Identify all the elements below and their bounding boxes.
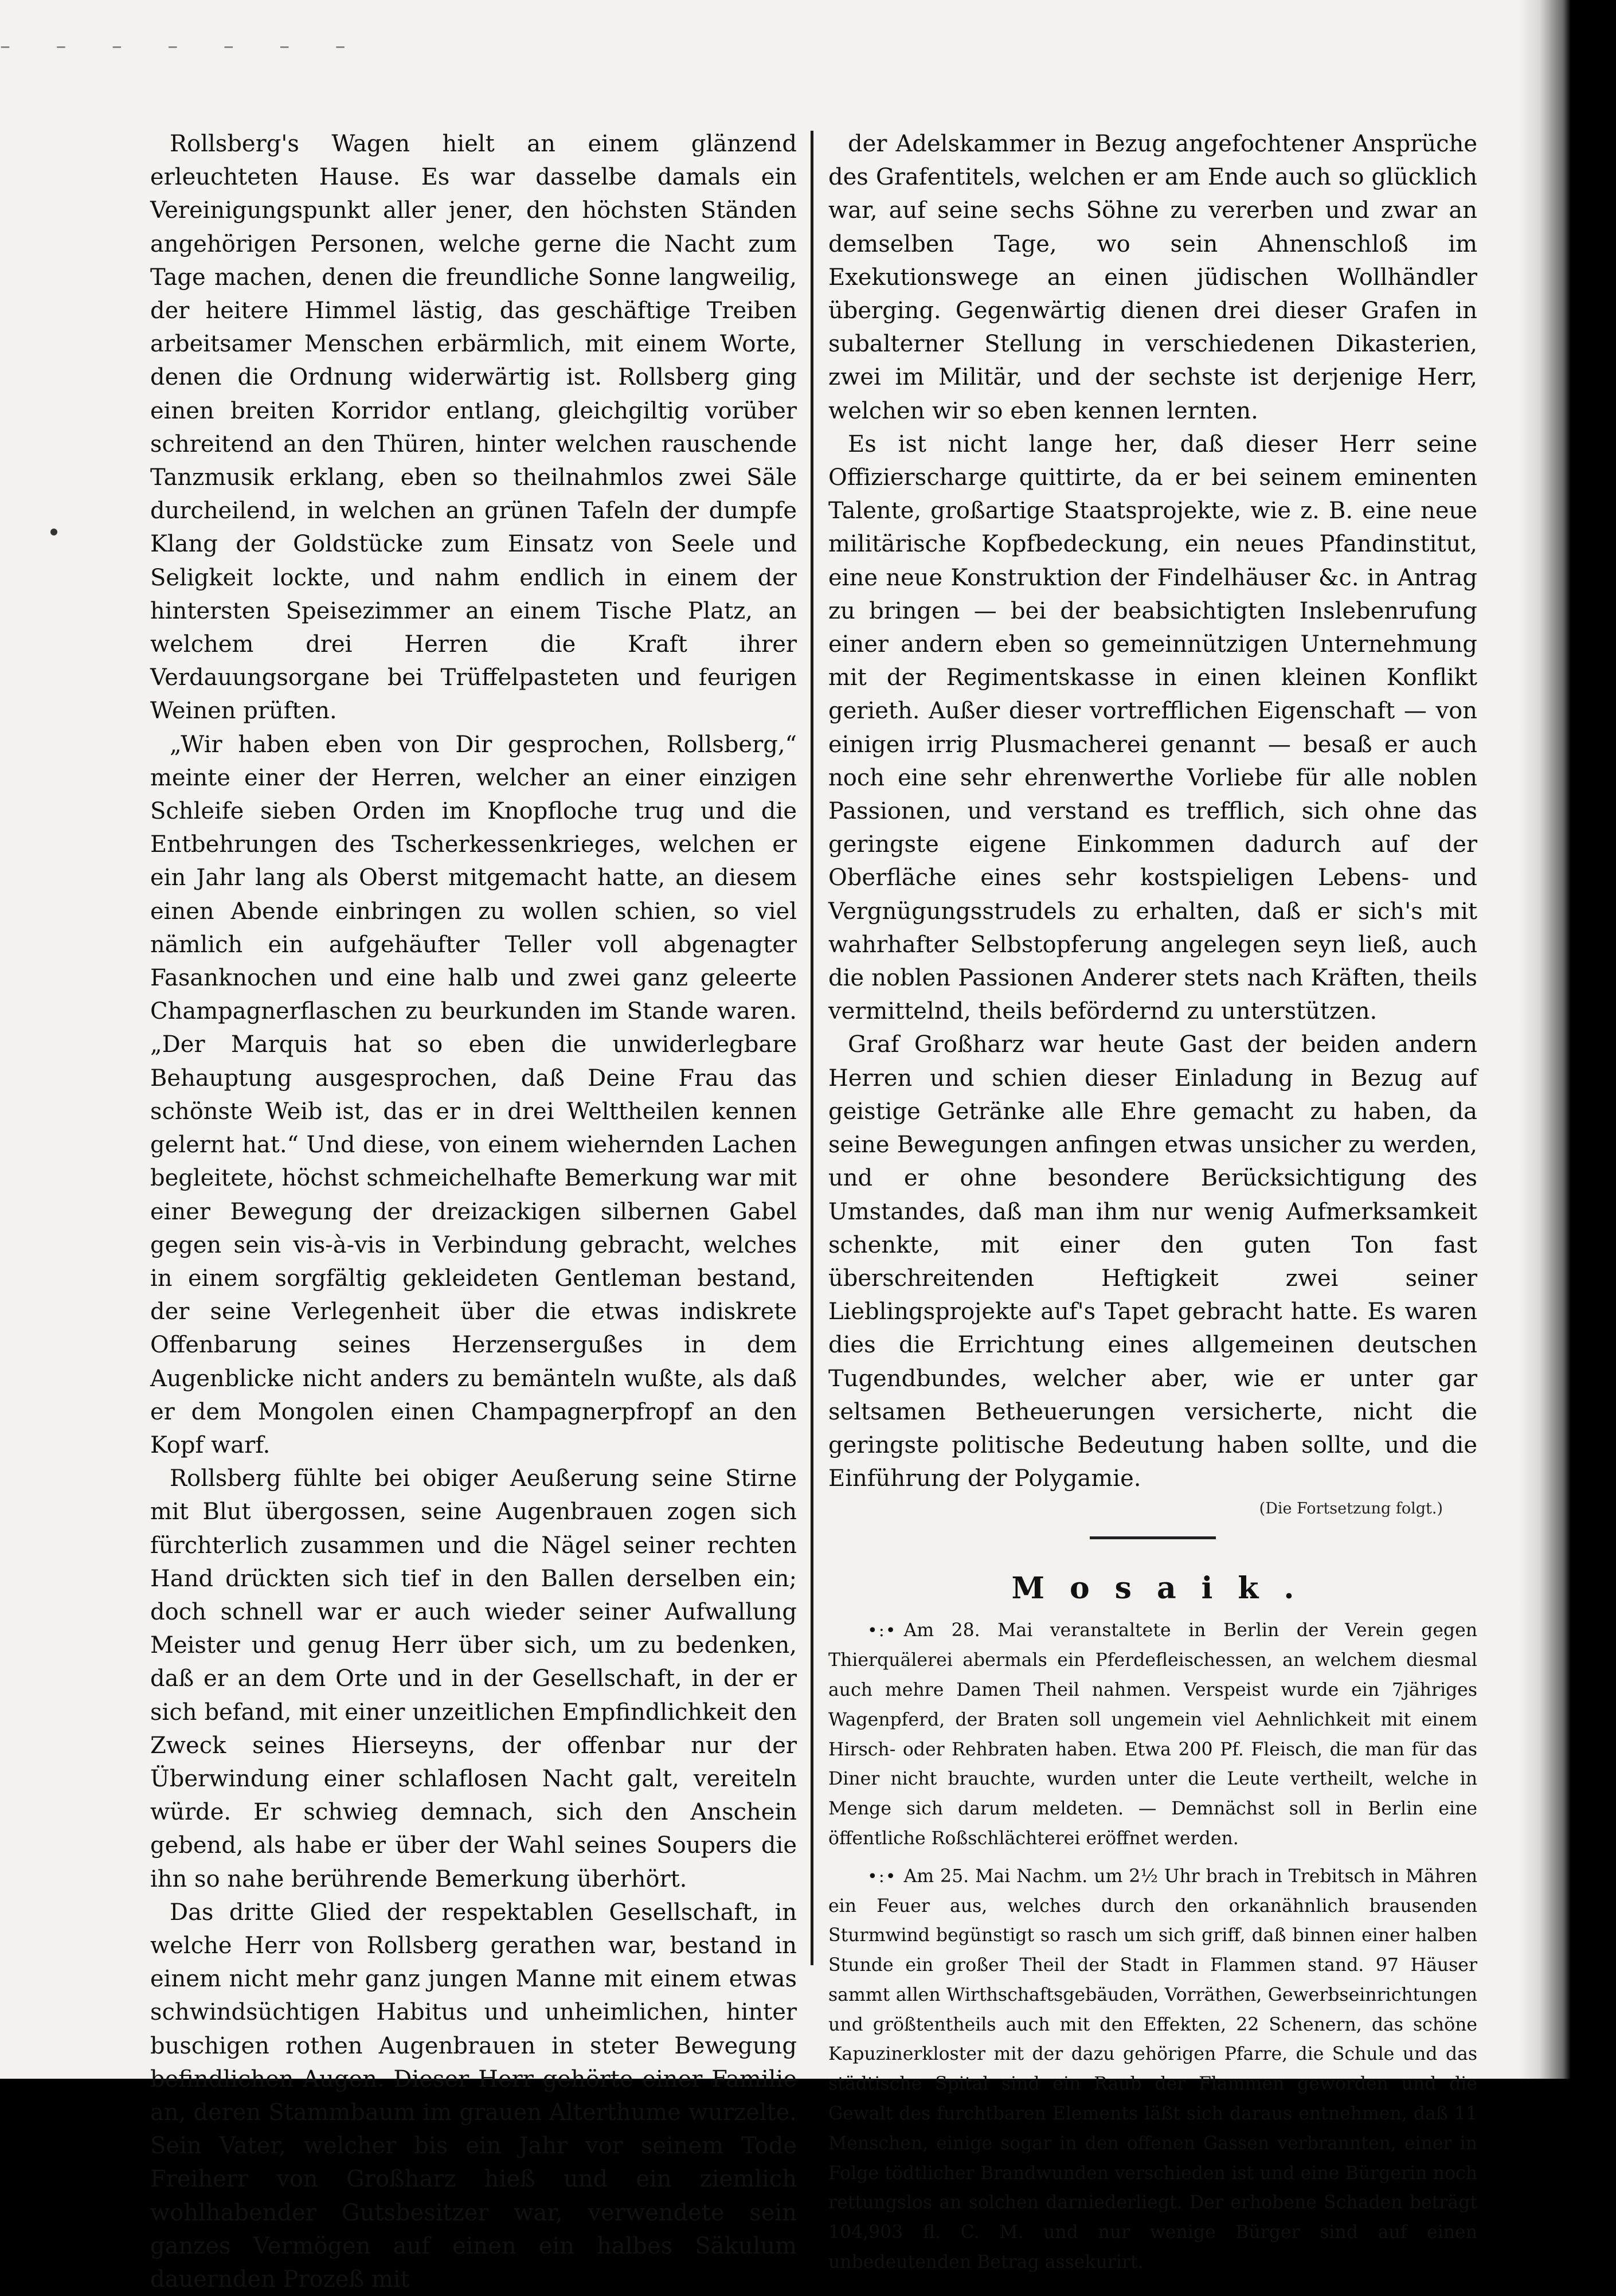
section-heading-mosaik: Mosaik.: [1011, 1571, 1320, 1606]
paragraph: Rollsberg's Wagen hielt an einem glänzend erleuchteten Hause. Es war dasselbe damals ein Vereinigungspunkt aller jener, den höchsten Ständen angehörigen Personen, welche gerne die Nacht zum Tage machen, denen die freundliche Sonne langweilig, der heitere Himmel lästig, das geschäftige Treiben arbeitsamer Menschen erbärmlich, mit einem Worte, denen die Ordnung widerwärtig ist. Rollsberg ging einen breiten Korridor entlang, gleichgiltig vorüber schreitend an den Thüren, hinter welchen rauschende Tanzmusik erklang, eben so theilnahmlos zwei Säle durcheilend, in welchen an grünen Tafeln der dumpfe Klang der Goldstücke zum Einsatz von Seele und Seligkeit lockte, und nahm endlich in einem der hintersten Speisezimmer an einem Tische Platz, an welchem drei Herren die Kraft ihrer Verdauungsorgane bei Trüffelpasteten und feurigen Weinen prüften.: [150, 131, 797, 725]
left-column: [150, 127, 797, 2296]
paragraph: der Adelskammer in Bezug angefochtener Ansprüche des Grafentitels, welchen er am Ende auch so glücklich war, auf seine sechs Söhne zu vererben und zwar an demselben Tage, wo sein Ahnenschloß im Exekutionswege an einen jüdischen Wollhändler überging. Gegenwärtig dienen drei dieser Grafen in subalterner Stellung in verschiedenen Dikasterien, zwei im Militär, und der sechste ist derjenige Herr, welchen wir so eben kennen lernten.: [828, 131, 1477, 424]
margin-dot: [50, 529, 57, 535]
paragraph: Es ist nicht lange her, daß dieser Herr seine Offizierscharge quittirte, da er bei seinem eminenten Talente, großartige Staatsprojekte, wie z. B. eine neue militärische Kopfbedeckung, ein neues Pfandinstitut, eine neue Konstruktion der Findelhäuser &c. in Antrag zu bringen — bei der beabsichtigten Inslebenrufung einer andern eben so gemeinnützigen Unternehmung mit der Regimentskasse in einen kleinen Konflikt gerieth. Außer dieser vortrefflichen Eigenschaft — von einigen irrig Plusmacherei genannt — besaß er auch noch eine sehr ehrenwerthe Vorliebe für alle noblen Passionen, und verstand es trefflich, sich ohne das geringste eigene Einkommen dadurch auf der Oberfläche eines sehr kostspieligen Lebens- und Vergnügungsstrudels zu erhalten, daß er sich's mit wahrhafter Selbstopferung angelegen seyn ließ, auch die noblen Passionen Anderer stets nach Kräften, theils vermittelnd, theils befördernd zu unterstützen.: [828, 431, 1477, 1025]
paragraph: Graf Großharz war heute Gast der beiden andern Herren und schien dieser Einladung in Bezug auf geistige Getränke alle Ehre gemacht zu haben, da seine Bewegungen anfingen etwas unsicher zu werden, und er ohne besondere Berücksichtigung des Umstandes, daß man ihm nur wenig Aufmerksamkeit schenkte, mit einer den guten Ton fast überschreitenden Heftigkeit zwei seiner Lieblingsprojekte auf's Tapet gebracht hatte. Es waren dies die Errichtung eines allgemeinen deutschen Tugendbundes, welcher aber, wie er unter gar seltsamen Betheuerungen versicherte, nicht die geringste politische Bedeutung haben sollte, und die Einführung der Polygamie.: [828, 1031, 1477, 1492]
column-divider: [811, 131, 813, 1965]
paragraph: „Wir haben eben von Dir gesprochen, Rollsberg,“ meinte einer der Herren, welcher an einer einzigen Schleife sieben Orden im Knopfloche trug und die Entbehrungen des Tscherkessenkrieges, welchen er ein Jahr lang als Oberst mitgemacht hatte, an diesem einen Abende einbringen zu wollen schien, so viel nämlich ein aufgehäufter Teller voll abgenagter Fasanknochen und eine halb und zwei ganz geleerte Champagnerflaschen zu beurkunden im Stande waren. „Der Marquis hat so eben die unwiderlegbare Behauptung ausgesprochen, daß Deine Frau das schönste Weib ist, das er in drei Welttheilen kennen gelernt hat.“ Und diese, von einem wiehernden Lachen begleitete, höchst schmeichelhafte Bemerkung war mit einer Bewegung der dreizackigen silbernen Gabel gegen sein vis-à-vis in Verbindung gebracht, welches in einem sorgfältig gekleideten Gentleman bestand, der seine Verlegenheit über die etwas indiskrete Offenbarung seines Herzensergußes in dem Augenblicke nicht anders zu bemänteln wußte, als daß er dem Mongolen einen Champagnerpfropf an den Kopf warf.: [150, 731, 797, 1458]
continuation-note: (Die Fortsetzung folgt.): [1259, 1500, 1443, 1518]
right-column: [828, 127, 1477, 2278]
paragraph: Rollsberg fühlte bei obiger Aeußerung seine Stirne mit Blut übergossen, seine Augenbrauen zogen sich fürchterlich zusammen und die Nägel seiner rechten Hand drückten sich tief in den Ballen derselben ein; doch schnell war er auch wieder seiner Aufwallung Meister und genug Herr über sich, um zu bedenken, daß er an dem Orte und in der Gesellschaft, in der er sich befand, mit einer unzeitlichen Empfindlichkeit den Zweck seines Hierseyns, der offenbar nur der Überwindung einer schlaflosen Nacht galt, vereiteln würde. Er schwieg demnach, sich den Anschein gebend, als habe er über der Wahl seines Soupers die ihn so nahe berührende Bemerkung überhört.: [150, 1465, 797, 1892]
mosaic-section: [828, 1616, 1477, 2278]
news-item-text: Am 28. Mai veranstaltete in Berlin der Verein gegen Thierquälerei abermals ein Pferdefleischessen, an welchem diesmal auch mehre Damen Theil nahmen. Verspeist wurde ein 7jähriges Wagenpferd, der Braten soll ungemein viel Aehnlichkeit mit einem Hirsch- oder Rehbraten haben. Etwa 200 Pf. Fleisch, die man für das Diner nicht brauchte, wurden unter die Leute vertheilt, welche in Menge sich darum meldeten. — Demnächst soll in Berlin eine öffentliche Roßschlächterei eröffnet werden.: [828, 1620, 1477, 1849]
ornament-icon: •:•: [867, 1866, 897, 1887]
section-divider: [1090, 1536, 1216, 1539]
paragraph: Das dritte Glied der respektablen Gesellschaft, in welche Herr von Rollsberg gerathen war, bestand in einem nicht mehr ganz jungen Manne mit einem etwas schwindsüchtigen Habitus und unheimlichen, hinter buschigen rothen Augenbrauen in steter Bewegung befindlichen Augen. Dieser Herr gehörte einer Familie an, deren Stammbaum im grauen Alterthume wurzelte. Sein Vater, welcher bis ein Jahr vor seinem Tode Freiherr von Großharz hieß und ein ziemlich wohlhabender Gutsbesitzer war, verwendete sein ganzes Vermögen auf einen ein halbes Säkulum dauernden Prozeß mit: [150, 1899, 797, 2293]
edge-marks: – – – – – – –: [0, 34, 365, 58]
page-edge-shadow: [1519, 0, 1571, 2079]
news-item: [828, 1862, 1477, 2278]
news-item-text: Am 25. Mai Nachm. um 2½ Uhr brach in Trebitsch in Mähren ein Feuer aus, welches durch den orkanähnlich brausenden Sturmwind begünstigt so rasch um sich griff, daß binnen einer halben Stunde ein großer Theil der Stadt in Flammen stand. 97 Häuser sammt allen Wirthschaftsgebäuden, Vorräthen, Gewerbseinrichtungen und größtentheils auch mit den Effekten, 22 Schenern, das schöne Kapuzinerkloster mit der dazu gehörigen Pfarre, die Schule und das städtische Spital sind ein Raub der Flammen geworden und die Gewalt des furchtbaren Elements läßt sich daraus entnehmen, daß 11 Menschen, einige sogar in den offenen Gassen verbrannten, einer in Folge tödtlicher Brandwunden verschieden ist und eine Bürgerin noch rettungslos an solchen darniederliegt. Der erhobene Schaden beträgt 104,903 fl. C. M. und nur wenige Bürger sind auf einen unbedeutenden Betrag assekurirt.: [828, 1865, 1477, 2273]
ornament-icon: •:•: [867, 1621, 897, 1641]
news-item: [828, 1616, 1477, 1853]
